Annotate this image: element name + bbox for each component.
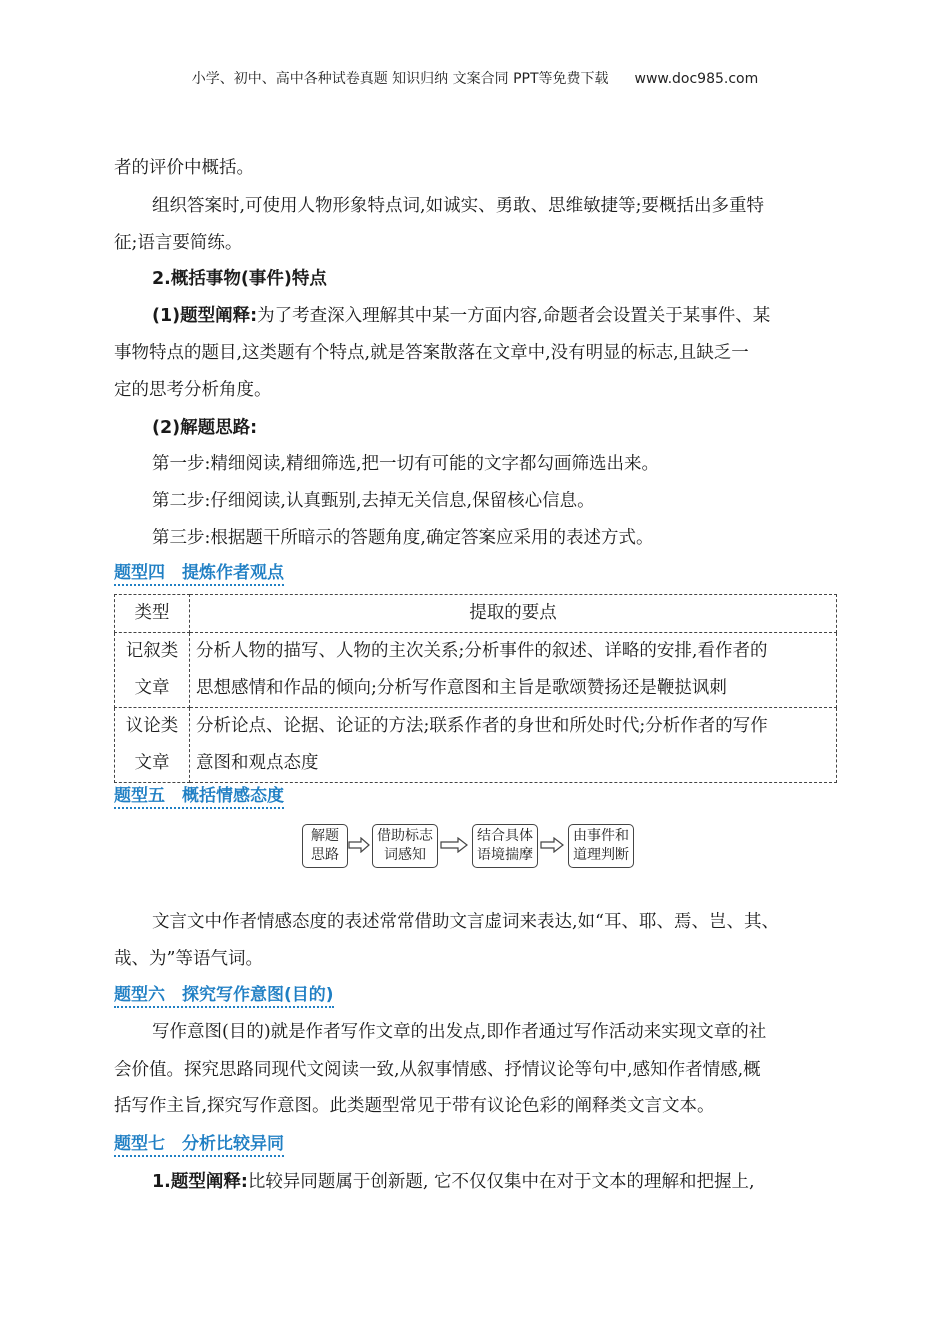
para1-line-3: 定的思考分析角度。 [114, 380, 272, 400]
subsection-title: 2.概括事物(事件)特点 [152, 269, 327, 289]
section7-heading: 题型七 分析比较异同 [114, 1132, 284, 1156]
table-header-points: 提取的要点 [190, 595, 837, 633]
para1-line-1 [152, 304, 770, 328]
step-3: 第三步:根据题干所暗示的答题角度,确定答案应采用的表述方式。 [152, 528, 654, 548]
section7-text: 比较异同题属于创新题, 它不仅仅集中在对于文本的理解和把握上, [247, 1172, 755, 1192]
para1-line-2: 事物特点的题目,这类题有个特点,就是答案散落在文章中,没有明显的标志,且缺乏一 [114, 343, 749, 363]
table-cell-points: 分析论点、论据、论证的方法;联系作者的身世和所处时代;分析作者的写作 意图和观点态度 [190, 708, 837, 783]
table-header-type: 类型 [115, 595, 190, 633]
flow-box-start: 解题 思路 [302, 824, 348, 868]
section6-line-2: 会价值。探究思路同现代文阅读一致,从叙事情感、抒情议论等句中,感知作者情感,概 [114, 1060, 761, 1080]
section4-heading: 题型四 提炼作者观点 [114, 561, 284, 585]
flow-box-step: 结合具体 语境揣摩 [472, 824, 538, 868]
section5-heading: 题型五 概括情感态度 [114, 784, 284, 808]
flow-box-step: 借助标志 词感知 [372, 824, 438, 868]
step-1: 第一步:精细阅读,精细筛选,把一切有可能的文字都勾画筛选出来。 [152, 454, 660, 474]
para1-text: 为了考查深入理解其中某一方面内容,命题者会设置关于某事件、某 [257, 306, 771, 326]
section6-line-3: 括写作主旨,探究写作意图。此类题型常见于带有议论色彩的阐释类文言文本。 [114, 1096, 715, 1116]
header-url[interactable]: www.doc985.com [634, 71, 759, 87]
body-line-3: 征;语言要简练。 [114, 233, 243, 253]
section7-label: 1.题型阐释: [152, 1172, 248, 1192]
section5-para-line-1: 文言文中作者情感态度的表述常常借助文言虚词来表达,如“耳、耶、焉、岂、其、 [152, 912, 780, 932]
body-line-2: 组织答案时,可使用人物形象特点词,如诚实、勇敢、思维敏捷等;要概括出多重特 [152, 196, 765, 216]
step-2: 第二步:仔细阅读,认真甄别,去掉无关信息,保留核心信息。 [152, 491, 595, 511]
flow-box-step: 由事件和 道理判断 [568, 824, 634, 868]
viewpoint-table [114, 594, 837, 783]
flow-arrow-icon [540, 837, 564, 853]
header-text: 小学、初中、高中各种试卷真题 知识归纳 文案合同 PPT等免费下载 [191, 71, 609, 87]
section5-para-line-2: 哉、为”等语气词。 [114, 949, 263, 969]
section6-line-1: 写作意图(目的)就是作者写作文章的出发点,即作者通过写作活动来实现文章的社 [152, 1022, 767, 1042]
table-cell-points: 分析人物的描写、人物的主次关系;分析事件的叙述、详略的安排,看作者的 思想感情和作品的倾向;分析写作意图和主旨是歌颂赞扬还是鞭挞讽刺 [190, 633, 837, 708]
section6-heading: 题型六 探究写作意图(目的) [114, 983, 334, 1007]
table-cell-type: 记叙类 文章 [115, 633, 190, 708]
table-row [115, 633, 837, 708]
para1-label: (1)题型阐释: [152, 306, 258, 326]
table-header-row [115, 595, 837, 633]
para2-label: (2)解题思路: [152, 418, 258, 438]
page-header [0, 68, 950, 88]
section7-line-1 [152, 1170, 755, 1194]
body-line-1: 者的评价中概括。 [114, 158, 254, 178]
table-row [115, 708, 837, 783]
table-cell-type: 议论类 文章 [115, 708, 190, 783]
flow-arrow-icon [348, 837, 370, 853]
flow-arrow-icon [440, 837, 468, 853]
